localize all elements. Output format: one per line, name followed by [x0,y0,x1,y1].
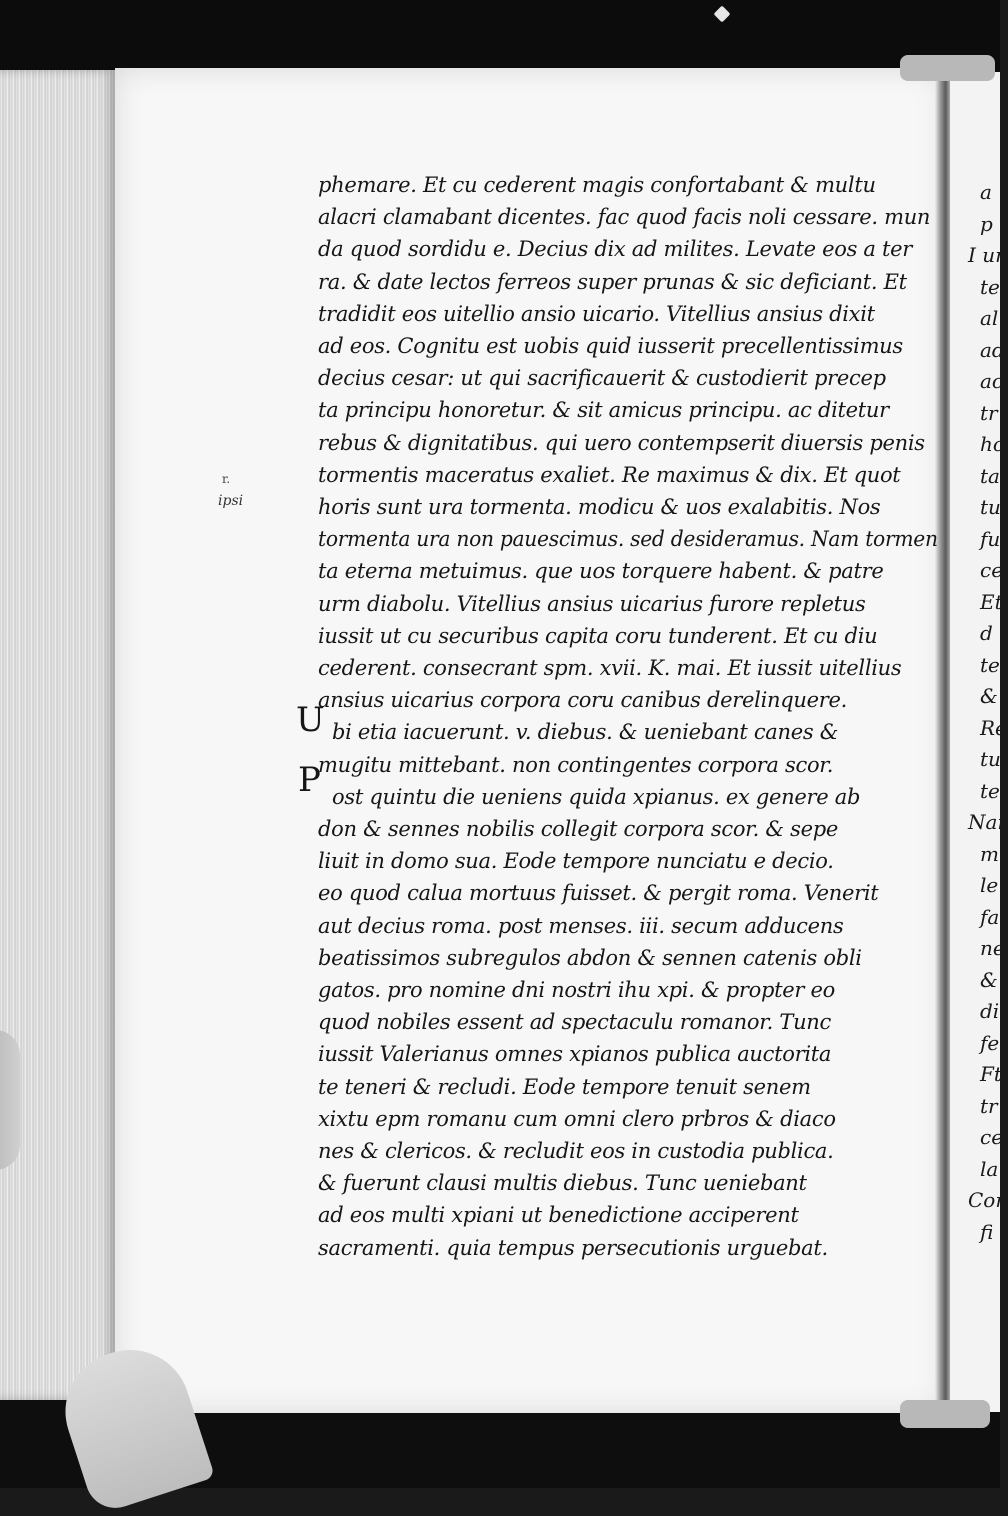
facing-page-fragment: m [980,841,999,866]
facing-page-fragment: Re [980,715,1007,740]
text-line: & fuerunt clausi multis diebus. Tunc ueniebant [318,1171,807,1196]
text-line: te teneri & recludi. Eode tempore tenuit senem [318,1074,811,1099]
text-line: iussit ut cu securibus capita coru tunderent. Et cu diu [318,623,878,648]
facing-page-fragment: tu [980,747,1001,771]
text-line: tormenta ura non pauescimus. sed desideramus. Nam tormen [318,527,938,552]
facing-page-fragment: te [980,778,1000,803]
binding-clasp-top [900,55,995,81]
facing-page-fragment: ho [980,432,1005,456]
facing-page-fragment: & [980,967,998,992]
facing-page-fragment: a [980,180,992,204]
facing-page-fragment: fe [980,1030,1000,1055]
text-line: tradidit eos uitellio ansio uicario. Vitellius ansius dixit [318,301,875,326]
facing-page-fragment: I un [968,243,1008,267]
facing-page-fragment: le [980,873,999,897]
facing-page-fragment: tr [980,400,998,425]
text-line: rebus & dignitatibus. qui uero contempserit diuersis penis [318,430,925,455]
facing-page-fragment: la [980,1156,999,1181]
text-line: urm diabolu. Vitellius ansius uicarius furore repletus [318,591,866,616]
text-line: da quod sordidu e. Decius dix ad milites. Levate eos a ter [318,237,913,262]
holding-finger [0,1030,20,1170]
margin-note: ipsi [218,493,244,509]
facing-page-fragment: ad [980,337,1005,362]
margin-mark: r. [222,472,231,486]
facing-page-fragment: d [980,621,993,645]
text-line: beatissimos subregulos abdon & sennen catenis obli [318,945,862,970]
facing-page-fragment: tr [980,1093,998,1118]
facing-page-fragment: Nar [968,810,1007,834]
text-line: ra. & date lectos ferreos super prunas & sic deficiant. Et [318,269,907,294]
text-line: cederent. consecrant spm. xvii. K. mai. Et iussit uitellius [318,656,902,680]
facing-page-fragment: Et [980,589,1003,614]
binding-clasp-bottom [900,1400,990,1428]
facing-page-fragment: fa [980,904,1000,929]
initial-p: P [298,760,321,800]
facing-page-fragment: ac [980,369,1004,393]
text-line: tormentis maceratus exaliet. Re maximus & dix. Et quot [318,462,901,487]
text-line: eo quod calua mortuus fuisset. & pergit roma. Venerit [318,881,879,906]
facing-page-fragment: te [980,274,1000,299]
facing-page-fragment: p [980,211,993,236]
page-stack-edge [0,70,117,1400]
text-line: bi etia iacuerunt. v. diebus. & ueniebant canes & [332,720,839,745]
facing-page-fragment: fu [980,526,1001,551]
facing-page-fragment: Con [968,1188,1008,1212]
initial-u: U [296,700,325,740]
text-line: xixtu epm romanu cum omni clero prbros & diaco [318,1106,836,1131]
text-line: ost quintu die ueniens quida xpianus. ex genere ab [332,784,861,809]
text-line: phemare. Et cu cederent magis confortabant & multu [318,173,876,197]
text-line: aut decius roma. post menses. iii. secum adducens [318,913,844,938]
text-line: mugitu mittebant. non contingentes corpora scor. [318,752,834,777]
text-line: nes & clericos. & recludit eos in custodia publica. [318,1139,834,1163]
text-line: ta principu honoretur. & sit amicus principu. ac ditetur [318,398,889,423]
text-line: sacramenti. quia tempus persecutionis urguebat. [318,1235,828,1260]
text-line: ad eos multi xpiani ut benedictione acciperent [318,1203,799,1228]
facing-page-fragment: te [980,652,1000,677]
text-line: don & sennes nobilis collegit corpora scor. & sepe [318,817,839,841]
text-line: ansius uicarius corpora coru canibus derelinquere. [318,688,847,713]
text-line: gatos. pro nomine dni nostri ihu xpi. & propter eo [318,978,835,1002]
facing-page-fragment: ne [980,936,1005,960]
text-line: ta eterna metuimus. que uos torquere habent. & patre [318,559,884,584]
text-line: quod nobiles essent ad spectaculu romanor. Tunc [318,1010,831,1035]
text-line: iussit Valerianus omnes xpianos publica auctorita [318,1042,832,1067]
text-line: liuit in domo sua. Eode tempore nunciatu e decio. [318,849,834,874]
facing-page-fragment: Ft [980,1062,1002,1086]
facing-page-fragment: tu [980,495,1001,519]
text-line: horis sunt ura tormenta. modicu & uos exalabitis. Nos [318,495,881,519]
facing-page-fragment: di [980,999,1000,1023]
facing-page-fragment: ce [980,1125,1004,1149]
text-line: ad eos. Cognitu est uobis quid iusserit precellentissimus [318,334,903,358]
facing-page-fragment: & [980,684,998,708]
facing-page-fragment: fi [980,1219,994,1244]
facing-page-fragment: ta [980,463,1000,488]
facing-page-text [958,180,1008,1250]
text-line: decius cesar: ut qui sacrificauerit & custodierit precep [318,366,886,391]
facing-page-fragment: ce [980,558,1004,582]
main-text-column [318,170,938,1270]
text-line: alacri clamabant dicentes. fac quod facis noli cessare. mun [318,205,931,230]
facing-page-fragment: al [980,306,999,330]
